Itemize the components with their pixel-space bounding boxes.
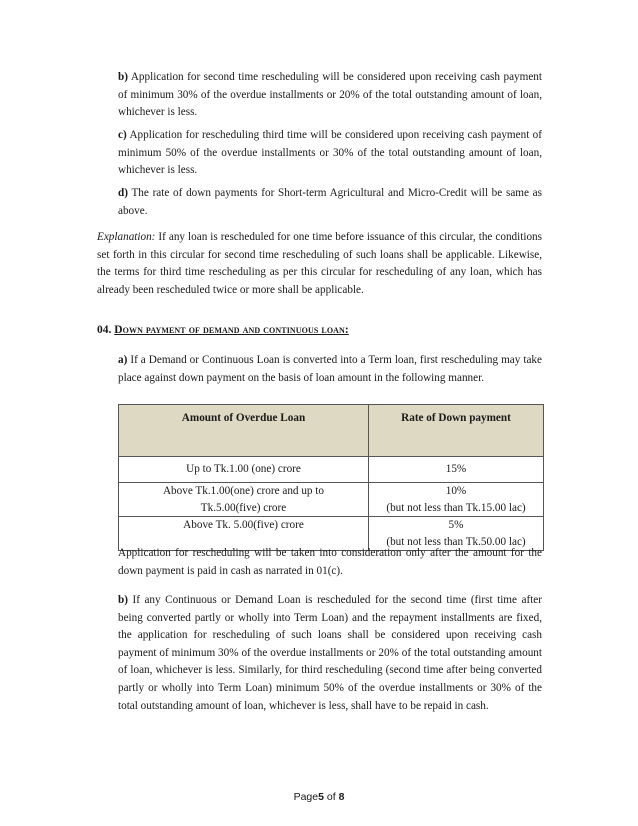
paragraph-text: If any Continuous or Demand Loan is rescheduled for the second time (first time after being converted partly or wholly into Term Loan) and the repayment installments are fixed, the application for rescheduling of such loans shall be considered upon receiving cash payment of minimum 30% of the overdue installments or 20% of the total outstanding amount of loan, whichever is less. Similarly, for third rescheduling (second time after being converted partly or wholly into Term Loan) minimum 50% of the overdue installments or 30% of the total outstanding amount of loan, whichever is less, shall have to be repaid in cash. bbox=[118, 594, 542, 712]
explanation-label: Explanation: bbox=[97, 231, 156, 243]
paragraph-text: If a Demand or Continuous Loan is converted into a Term loan, first rescheduling may take place against down payment on the basis of loan amount in the following manner. bbox=[118, 354, 542, 384]
amount-cell bbox=[119, 483, 369, 517]
page-label: Page bbox=[293, 791, 319, 803]
paragraph-label: c) bbox=[118, 129, 127, 141]
paragraph-d bbox=[118, 185, 542, 220]
paragraph-label: b) bbox=[118, 71, 128, 83]
page-footer bbox=[0, 791, 638, 803]
paragraph-label: d) bbox=[118, 187, 128, 199]
rate-value: 10% bbox=[445, 485, 467, 497]
paragraph-text: Application for second time rescheduling will be considered upon receiving cash payment of minimum 30% of the overdue installments or 20% of the total outstanding amount of loan, whichever is less. bbox=[118, 71, 542, 119]
paragraph-label: b) bbox=[118, 594, 128, 606]
table-row bbox=[119, 457, 544, 483]
section-title: Down payment of demand and continuous loan: bbox=[114, 324, 349, 336]
down-payment-table bbox=[118, 404, 544, 551]
rate-note: (but not less than Tk.15.00 lac) bbox=[386, 501, 526, 514]
paragraph-label: a) bbox=[118, 354, 128, 366]
explanation-paragraph bbox=[97, 229, 542, 299]
paragraph-text: The rate of down payments for Short-term Agricultural and Micro-Credit will be same as above. bbox=[118, 187, 542, 217]
table-header-row bbox=[119, 405, 544, 457]
rate-note: (but not less than Tk.50.00 lac) bbox=[386, 535, 526, 548]
amount-line: Above Tk. 5.00(five) crore bbox=[183, 519, 304, 531]
page-current: 5 bbox=[318, 791, 324, 803]
paragraph-a bbox=[118, 352, 542, 387]
section-number: 04. bbox=[97, 324, 112, 336]
rate-cell bbox=[369, 483, 544, 517]
rate-value: 5% bbox=[448, 519, 464, 531]
page-total: 8 bbox=[338, 791, 345, 803]
application-note: Application for rescheduling will be taken into consideration only after the amount for the down payment is paid in cash as narrated in 01(c). bbox=[118, 547, 542, 577]
paragraph-c bbox=[118, 127, 542, 180]
paragraph-b bbox=[118, 69, 542, 122]
section-heading bbox=[97, 324, 349, 336]
amount-line: Tk.5.00(five) crore bbox=[200, 501, 287, 514]
paragraph-b2 bbox=[118, 592, 542, 715]
amount-line: Above Tk.1.00(one) crore and up to bbox=[162, 485, 325, 497]
explanation-text: If any loan is rescheduled for one time before issuance of this circular, the conditions set forth in this circular for second time rescheduling of such loans shall be applicable. Likewise, the terms for third time rescheduling as per this circular for rescheduling of any loan, which has already been rescheduled twice or more shall be applicable. bbox=[97, 231, 542, 296]
header-amount: Amount of Overdue Loan bbox=[119, 405, 369, 457]
amount-cell: Up to Tk.1.00 (one) crore bbox=[119, 457, 369, 483]
table-row bbox=[119, 483, 544, 517]
paragraph-text: Application for rescheduling third time will be considered upon receiving cash payment of minimum 50% of the overdue installments or 30% of the total outstanding amount of loan, whichever is less. bbox=[118, 129, 542, 177]
header-rate: Rate of Down payment bbox=[369, 405, 544, 457]
page-of: of bbox=[326, 791, 336, 803]
rate-cell: 15% bbox=[369, 457, 544, 483]
